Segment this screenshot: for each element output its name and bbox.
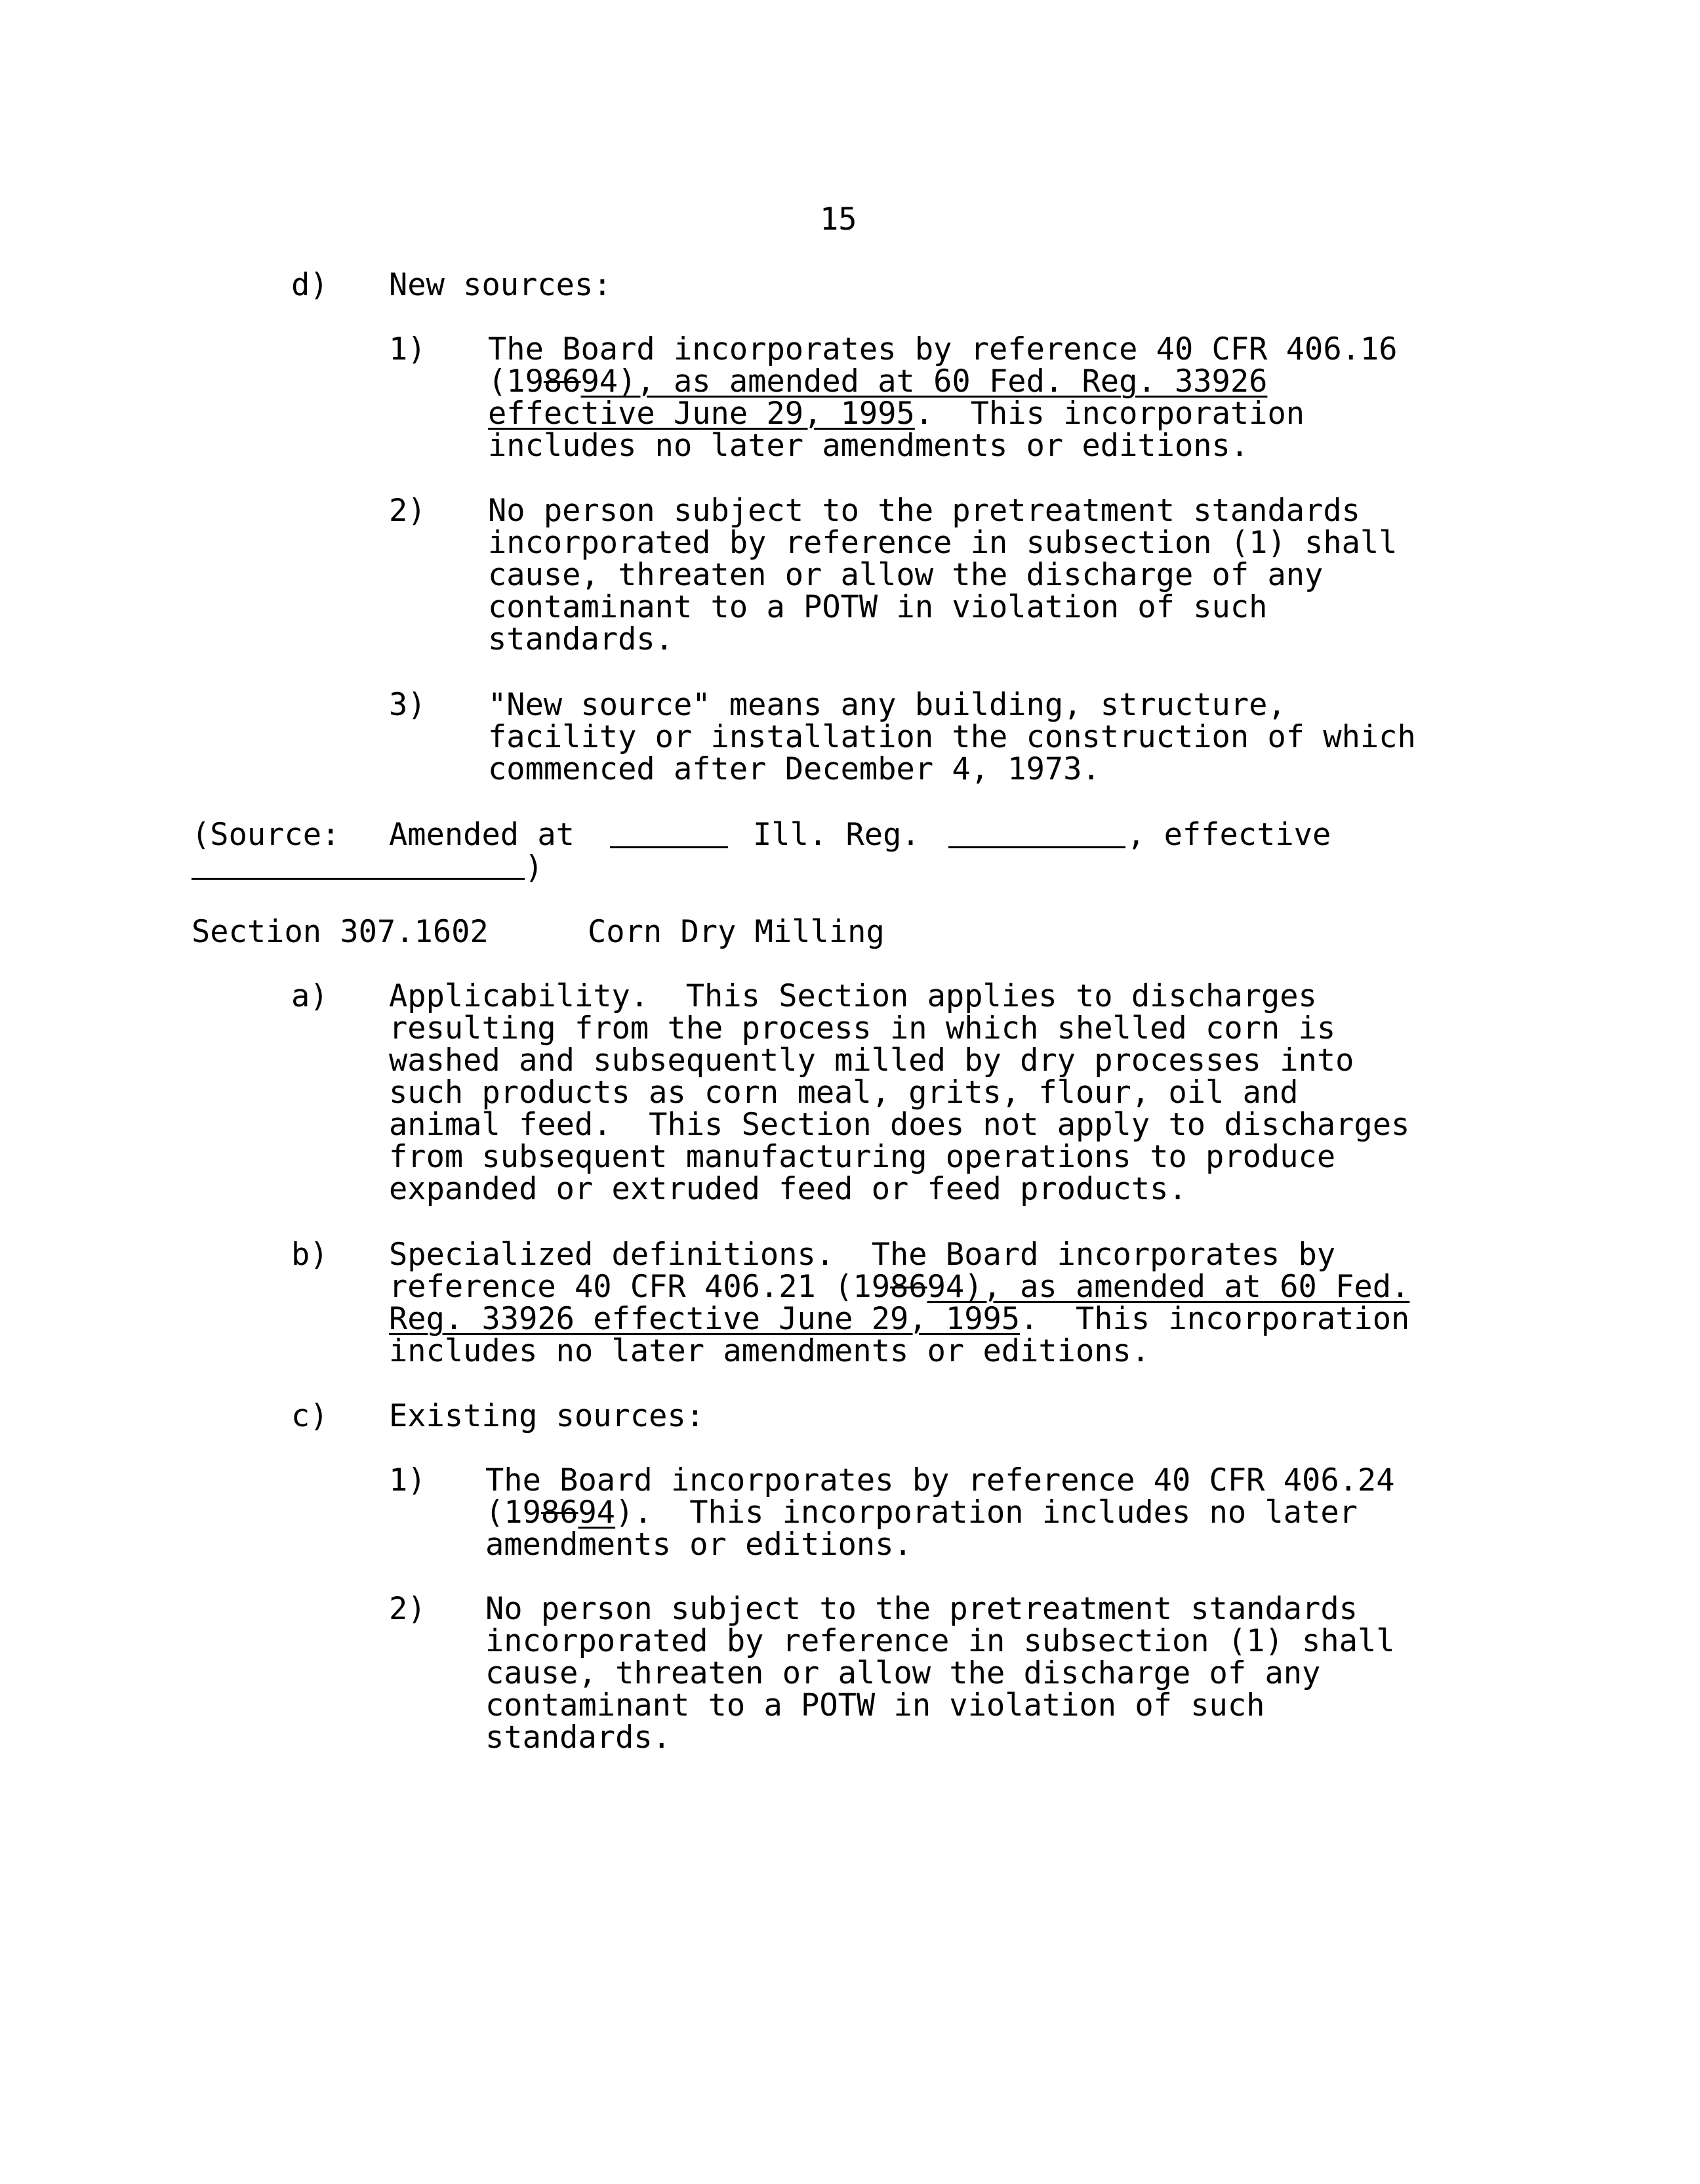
paragraph-line: such products as corn meal, grits, flour, oil and [389, 1075, 1299, 1111]
source-note-close: ) [525, 850, 544, 886]
text: (19 [488, 363, 544, 400]
text: ). This incorporation includes no later [615, 1494, 1358, 1531]
subsection-heading-new-sources: New sources: [389, 267, 612, 303]
blank-page-line [948, 846, 1125, 848]
paragraph-line: The Board incorporates by reference 40 CFR 406.16 [488, 331, 1398, 367]
text: reference 40 CFR 406.21 (19 [389, 1269, 891, 1305]
paragraph-line [389, 1303, 1409, 1336]
paragraph-line: standards. [485, 1720, 671, 1756]
item-number: 2) [389, 1591, 426, 1627]
inserted-text: Reg. 33926 effective June 29, 1995 [389, 1301, 1021, 1337]
subsection-label-d: d) [291, 267, 329, 303]
paragraph-line [389, 1271, 1409, 1304]
deleted-text: 86 [540, 1494, 578, 1531]
item-number: 1) [389, 1462, 426, 1498]
source-note-label: (Source: [192, 817, 340, 853]
blank-date-line [192, 878, 525, 880]
paragraph-line: cause, threaten or allow the discharge of any [485, 1655, 1321, 1691]
paragraph-line: includes no later amendments or editions. [488, 428, 1249, 464]
page-number: 15 [820, 201, 857, 237]
paragraph-line [485, 1496, 1358, 1529]
paragraph-line: incorporated by reference in subsection (1) shall [485, 1623, 1395, 1659]
text: . This incorporation [914, 396, 1305, 432]
section-number: Section 307.1602 [192, 914, 489, 950]
paragraph-line: standards. [488, 621, 674, 657]
inserted-text: 94), as amended at 60 Fed. [927, 1269, 1410, 1305]
paragraph-line: animal feed. This Section does not apply to discharges [389, 1107, 1410, 1143]
text: . This incorporation [1020, 1301, 1410, 1337]
paragraph-line: incorporated by reference in subsection (1) shall [488, 525, 1398, 561]
paragraph-line: Specialized definitions. The Board incorporates by [389, 1237, 1336, 1273]
paragraph-line: amendments or editions. [485, 1527, 912, 1563]
paragraph-line: Applicability. This Section applies to discharges [389, 978, 1317, 1014]
text: (19 [485, 1494, 541, 1531]
blank-volume-line [610, 846, 728, 848]
subsection-heading-existing-sources: Existing sources: [389, 1398, 705, 1434]
paragraph-line: No person subject to the pretreatment standards [485, 1591, 1358, 1627]
deleted-text: 86 [890, 1269, 927, 1305]
paragraph-line: contaminant to a POTW in violation of such [488, 589, 1268, 625]
item-number: 3) [389, 687, 426, 723]
paragraph-line: "New source" means any building, structure, [488, 687, 1286, 723]
inserted-text: effective June 29, 1995 [488, 396, 915, 432]
paragraph-line: contaminant to a POTW in violation of such [485, 1687, 1265, 1723]
subsection-label-b: b) [291, 1237, 329, 1273]
subsection-label-a: a) [291, 978, 329, 1014]
item-number: 2) [389, 493, 426, 529]
paragraph-line: includes no later amendments or editions. [389, 1333, 1150, 1369]
paragraph-line [488, 365, 1267, 398]
inserted-text: 94), as amended at 60 Fed. Reg. 33926 [580, 363, 1268, 400]
inserted-text: 94 [578, 1494, 616, 1531]
paragraph-line: expanded or extruded feed or feed products. [389, 1171, 1187, 1207]
source-note-ill-reg: Ill. Reg. [753, 817, 920, 853]
paragraph-line: The Board incorporates by reference 40 CFR 406.24 [485, 1462, 1395, 1498]
paragraph-line: commenced after December 4, 1973. [488, 751, 1101, 787]
deleted-text: 86 [543, 363, 581, 400]
paragraph-line: from subsequent manufacturing operations to produce [389, 1139, 1336, 1175]
paragraph-line [488, 398, 1305, 430]
source-note-effective: , effective [1127, 817, 1331, 853]
paragraph-line: resulting from the process in which shelled corn is [389, 1010, 1336, 1046]
source-note-amended: Amended at [389, 817, 575, 853]
section-title: Corn Dry Milling [588, 914, 885, 950]
paragraph-line: No person subject to the pretreatment standards [488, 493, 1360, 529]
paragraph-line: facility or installation the construction of which [488, 719, 1416, 755]
paragraph-line: washed and subsequently milled by dry processes into [389, 1042, 1354, 1079]
item-number: 1) [389, 331, 426, 367]
subsection-label-c: c) [291, 1398, 329, 1434]
paragraph-line: cause, threaten or allow the discharge of any [488, 557, 1324, 593]
